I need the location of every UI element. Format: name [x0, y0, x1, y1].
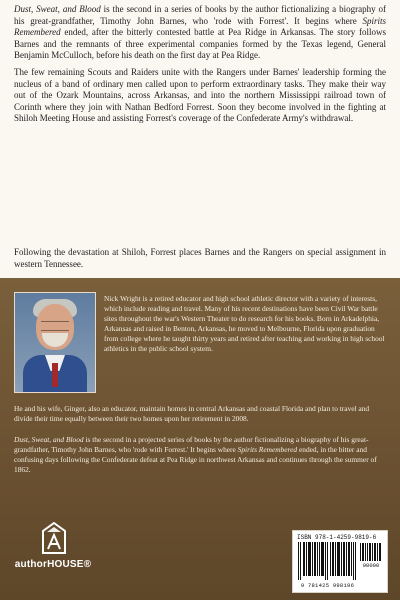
author-bio-paragraph-3	[14, 435, 386, 475]
ean-digits: 9 781425 998196	[300, 582, 355, 589]
synopsis-section	[0, 0, 400, 278]
publisher-logo	[10, 522, 96, 580]
bio-text-a: is the second in a projected series of books by the author fictionalizing a biography of his great-grandfather, Timothy John Barnes, who 'rode with Forrest.' It begins where	[14, 435, 369, 454]
synopsis-paragraph-3: Following the devastation at Shiloh, Forrest places Barnes and the Rangers on special assignment in western Tennessee.	[14, 247, 386, 269]
synopsis-text-a: is the second in a series of books by the author fictionalizing a biography of his great-grandfather, Timothy John Barnes, who 'rode with Forrest'. It begins where	[14, 4, 386, 26]
book-title: Dust, Sweat, and Blood	[14, 4, 101, 14]
ean13-barcode	[297, 541, 358, 581]
author-bio-paragraph-2: He and his wife, Ginger, also an educator, maintain homes in central Arkansas and coastal Florida and plan to travel and divide their time equally between their two homes upon her retirement in 2008.	[14, 404, 370, 423]
synopsis-text-b: ended, after the bitterly contested battle at Pea Ridge in Arkansas. The story follows Barnes and the remnants of three experimental companies formed by the Texas legend, General Benjamin McCulloch, before his death on the first day at Pea Ridge.	[14, 27, 386, 61]
publisher-name: authorHOUSE®	[14, 559, 92, 570]
previous-book-title: Spirits Remembered	[14, 15, 386, 38]
bio-text-b: ended, in the bitter and confusing days following the Confederate defeat at Pea Ridge in northwest Arkansas and continues through the summer of 1862.	[14, 445, 377, 474]
author-section	[0, 278, 400, 600]
author-tie	[52, 363, 58, 387]
author-bio-paragraph-1: Nick Wright is a retired educator and high school athletic director with a variety of interests, which include reading and travel. Many of his recent destinations have been Civil War battle sites throughout the war's Western Theater to do research for his books. Born in Arkadelphia, Arkansas and raised in Benton, Arkansas, he moved to Melbourne, Florida upon graduation from college where he taught thirty years and retired after teaching and working in high school athletics in the public school system.	[104, 294, 385, 353]
publisher-emblem-icon	[41, 522, 67, 556]
price-code: 90000	[362, 562, 380, 569]
barcode-box	[292, 530, 388, 593]
synopsis-paragraph-2: The few remaining Scouts and Raiders unite with the Rangers under Barnes' leadership forming the nucleus of a band of ordinary men called upon to perform extraordinary tasks. They make their way out of the Ozark Mountains, across Arkansas, and into the northern Mississippi railroad town of Corinth where they join with Nathan Bedford Forrest. Soon they become involved in the fighting at Shiloh Meeting House and assisting Forrest's coverage of the Confederate Army's withdrawal.	[14, 67, 386, 124]
bio-book-title: Dust, Sweat, and Blood	[14, 435, 84, 444]
isbn-label: ISBN 978-1-4259-9819-6	[297, 534, 377, 541]
author-glasses	[41, 321, 69, 331]
synopsis-paragraph-1	[14, 4, 386, 62]
price-barcode	[359, 542, 383, 569]
bio-previous-book-title: Spirits Remembered	[237, 445, 298, 454]
author-photo	[14, 292, 96, 393]
